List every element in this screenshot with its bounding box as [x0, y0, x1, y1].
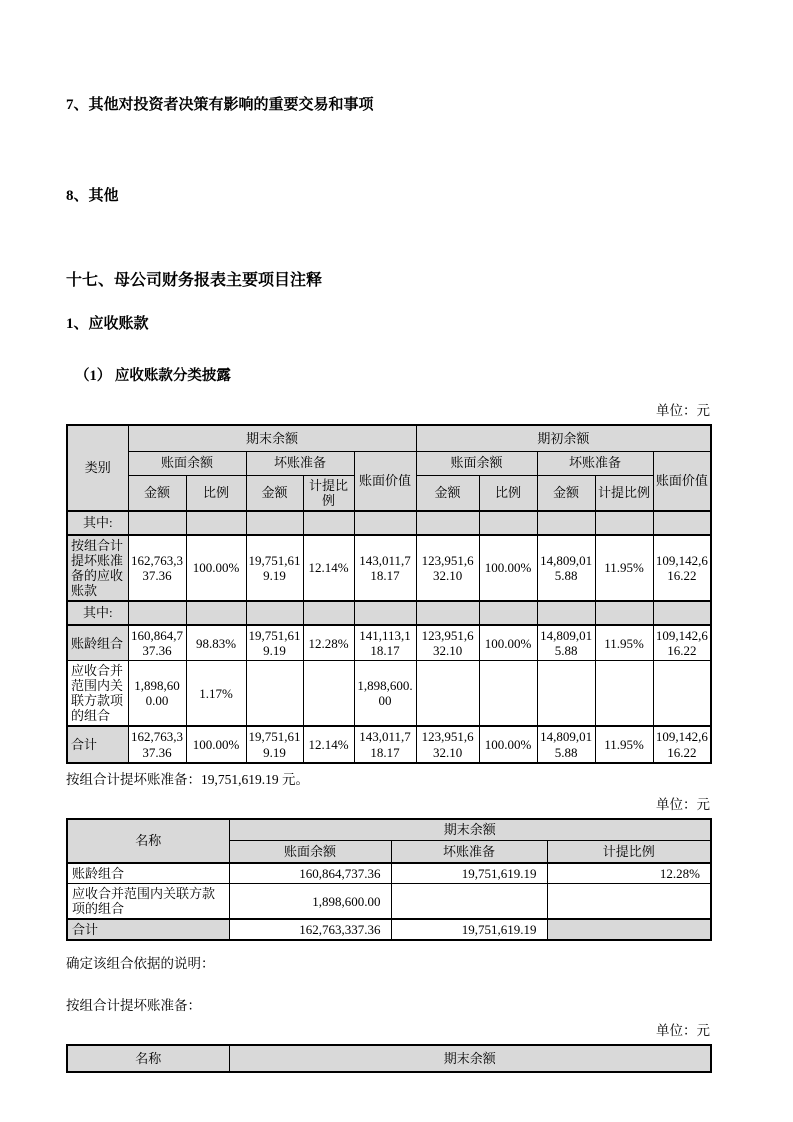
row-label: 应收合并范围内关联方款项的组合: [67, 884, 229, 920]
col-header-name: 名称: [67, 819, 229, 863]
table-cell: [595, 661, 653, 727]
table-row: [67, 863, 711, 884]
table-cell: 162,763,337.36: [229, 919, 391, 940]
table-cell: 123,951,632.10: [416, 535, 479, 601]
provision-note: 按组合计提坏账准备：: [66, 998, 201, 1014]
table-cell: [246, 661, 303, 727]
table-cell: 11.95%: [595, 726, 653, 762]
table-cell: [186, 511, 246, 535]
table-cell: 100.00%: [479, 625, 537, 661]
page-content: [66, 0, 710, 1073]
table-cell: [653, 661, 711, 727]
table3-header: [67, 1045, 711, 1072]
table-row: [67, 919, 711, 940]
col-header-closing-balance: 期末余额: [229, 1045, 711, 1072]
table-cell: 11.95%: [595, 535, 653, 601]
table-cell: 19,751,619.19: [391, 919, 547, 940]
table-cell: 12.14%: [303, 535, 354, 601]
table-cell: [303, 511, 354, 535]
table1-body: [67, 511, 711, 763]
table-cell: 1,898,600.00: [128, 661, 186, 727]
col-header-provision-ratio: 计提比例: [547, 841, 711, 863]
col-header-opening-balance: 期初余额: [416, 425, 711, 451]
table-cell: 109,142,616.22: [653, 535, 711, 601]
table-cell: [537, 601, 595, 625]
col-header-book-value: 账面价值: [354, 451, 416, 511]
table-cell: 14,809,015.88: [537, 726, 595, 762]
col-header-bad-debt: 坏账准备: [391, 841, 547, 863]
table-row: [67, 726, 711, 762]
table-row: [67, 511, 711, 535]
table-cell: 123,951,632.10: [416, 726, 479, 762]
table-row: [67, 535, 711, 601]
row-label: 其中:: [67, 601, 128, 625]
col-header-amount: 金额: [128, 475, 186, 511]
heading-section-17: 十七、母公司财务报表主要项目注释: [66, 272, 323, 289]
col-header-book-balance: 账面余额: [416, 451, 537, 475]
table-cell: [595, 511, 653, 535]
basis-explanation-note: 确定该组合依据的说明：: [66, 956, 215, 972]
table-cell: 100.00%: [479, 726, 537, 762]
table-cell: [416, 601, 479, 625]
table-cell: 100.00%: [479, 535, 537, 601]
unit-label: 单位：元: [656, 403, 710, 418]
table-row: [67, 661, 711, 727]
table-cell: [354, 511, 416, 535]
table-cell: 12.14%: [303, 726, 354, 762]
table-cell: 141,113,118.17: [354, 625, 416, 661]
table-cell: [547, 919, 711, 940]
row-label: 应收合并范围内关联方款项的组合: [67, 661, 128, 727]
table2-header: [67, 819, 711, 863]
table-cell: [391, 884, 547, 920]
table-cell: 1,898,600.00: [229, 884, 391, 920]
provision-by-portfolio-table: [66, 1044, 712, 1073]
row-label: 合计: [67, 919, 229, 940]
table-row: [67, 625, 711, 661]
table-cell: 19,751,619.19: [246, 726, 303, 762]
table-cell: 143,011,718.17: [354, 726, 416, 762]
col-header-book-balance: 账面余额: [128, 451, 246, 475]
col-header-category: 类别: [67, 425, 128, 511]
table-cell: 162,763,337.36: [128, 726, 186, 762]
table-cell: [479, 601, 537, 625]
heading-section-8: 8、其他: [66, 188, 119, 204]
provision-amount-note: 按组合计提坏账准备：19,751,619.19 元。: [66, 771, 309, 787]
unit-label: 单位：元: [656, 796, 710, 812]
receivables-classification-table: [66, 424, 712, 764]
table-cell: 100.00%: [186, 535, 246, 601]
table-cell: 12.28%: [547, 863, 711, 884]
table-cell: [416, 511, 479, 535]
col-header-amount: 金额: [416, 475, 479, 511]
table-cell: 19,751,619.19: [391, 863, 547, 884]
table-cell: [653, 601, 711, 625]
table-cell: 1.17%: [186, 661, 246, 727]
col-header-book-balance: 账面余额: [229, 841, 391, 863]
heading-accounts-receivable: 1、应收账款: [66, 316, 149, 332]
table-cell: [246, 511, 303, 535]
table-cell: 100.00%: [186, 726, 246, 762]
table-header-row: [67, 819, 711, 841]
col-header-ratio: 比例: [186, 475, 246, 511]
table-header-row: [67, 425, 711, 451]
table-header-row: [67, 1045, 711, 1072]
table-cell: 12.28%: [303, 625, 354, 661]
col-header-provision-ratio: 计提比例: [303, 475, 354, 511]
col-header-bad-debt: 坏账准备: [246, 451, 354, 475]
table-cell: 162,763,337.36: [128, 535, 186, 601]
table-cell: [653, 511, 711, 535]
table-cell: 14,809,015.88: [537, 535, 595, 601]
table-cell: 123,951,632.10: [416, 625, 479, 661]
table-cell: [537, 511, 595, 535]
table-header-row: [67, 451, 711, 475]
table-cell: 109,142,616.22: [653, 625, 711, 661]
table-row: [67, 884, 711, 920]
col-header-name: 名称: [67, 1045, 229, 1072]
table-cell: [128, 601, 186, 625]
table-cell: [354, 601, 416, 625]
table-cell: 109,142,616.22: [653, 726, 711, 762]
table-cell: 19,751,619.19: [246, 535, 303, 601]
col-header-amount: 金额: [246, 475, 303, 511]
table-cell: [595, 601, 653, 625]
table-cell: [186, 601, 246, 625]
col-header-closing-balance: 期末余额: [128, 425, 416, 451]
table-cell: [479, 511, 537, 535]
unit-label: 单位：元: [656, 1023, 710, 1039]
table-cell: [416, 661, 479, 727]
row-label: 按组合计提坏账准备的应收账款: [67, 535, 128, 601]
table-cell: [537, 661, 595, 727]
table-cell: 19,751,619.19: [246, 625, 303, 661]
table-cell: 143,011,718.17: [354, 535, 416, 601]
heading-classification-disclosure: （1） 应收账款分类披露: [75, 368, 231, 384]
portfolio-provision-table: [66, 818, 712, 942]
row-label: 账龄组合: [67, 625, 128, 661]
col-header-amount: 金额: [537, 475, 595, 511]
table-cell: 11.95%: [595, 625, 653, 661]
table-cell: [303, 661, 354, 727]
col-header-ratio: 比例: [479, 475, 537, 511]
col-header-book-value: 账面价值: [653, 451, 711, 511]
col-header-closing-balance: 期末余额: [229, 819, 711, 841]
row-label: 账龄组合: [67, 863, 229, 884]
table-cell: [246, 601, 303, 625]
col-header-provision-ratio: 计提比例: [595, 475, 653, 511]
table-cell: [303, 601, 354, 625]
table-cell: 160,864,737.36: [229, 863, 391, 884]
table1-header: [67, 425, 711, 511]
heading-section-7: 7、其他对投资者决策有影响的重要交易和事项: [66, 97, 374, 113]
table-cell: 14,809,015.88: [537, 625, 595, 661]
table-cell: 1,898,600.00: [354, 661, 416, 727]
table-cell: [128, 511, 186, 535]
table-cell: [479, 661, 537, 727]
table-row: [67, 601, 711, 625]
table-cell: 98.83%: [186, 625, 246, 661]
col-header-bad-debt: 坏账准备: [537, 451, 653, 475]
table2-body: [67, 863, 711, 941]
row-label: 其中:: [67, 511, 128, 535]
table-cell: 160,864,737.36: [128, 625, 186, 661]
row-label: 合计: [67, 726, 128, 762]
table-cell: [547, 884, 711, 920]
